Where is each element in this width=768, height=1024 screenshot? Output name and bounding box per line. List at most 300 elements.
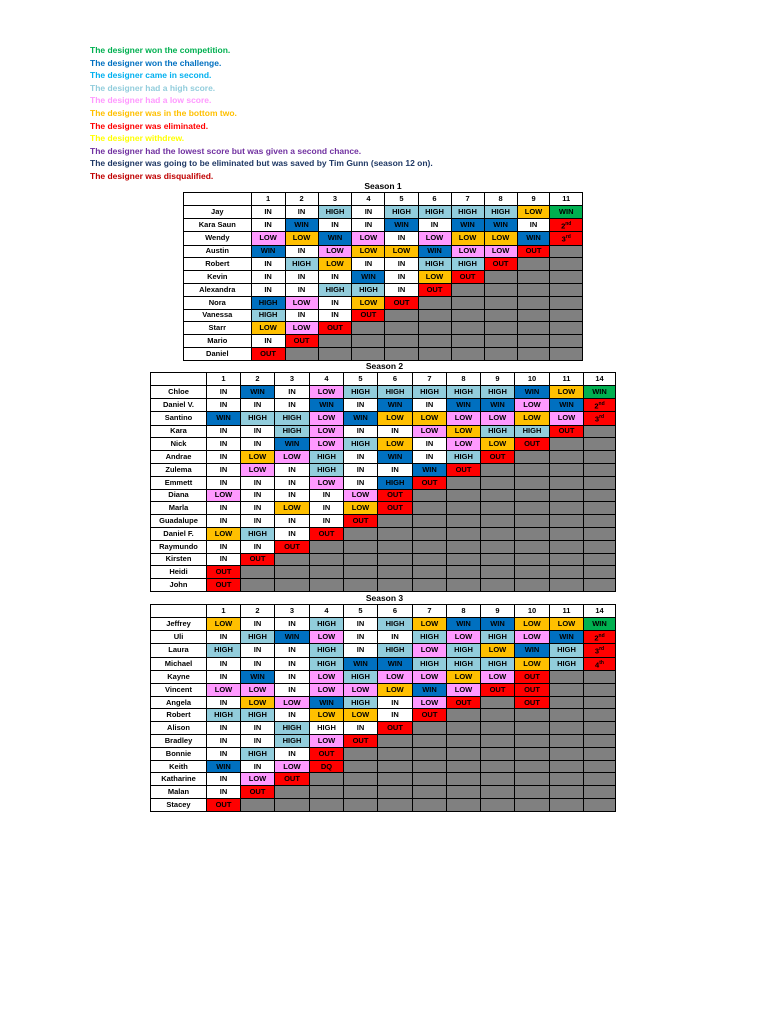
result-cell: LOW [481,644,515,658]
result-cell: LOW [378,671,413,684]
result-cell [451,347,484,360]
result-cell: OUT [447,463,481,476]
result-cell: WIN [275,438,310,451]
result-cell: LOW [515,412,550,426]
result-cell: LOW [310,671,344,684]
result-cell: HIGH [447,451,481,464]
designer-name: Nick [151,438,207,451]
result-cell [413,773,447,786]
episode-header: 7 [451,193,484,206]
designer-name: Daniel [184,347,252,360]
result-cell: IN [207,398,241,412]
result-cell: IN [318,309,352,322]
episode-header: 11 [550,373,584,386]
result-cell [517,296,550,309]
result-cell [241,566,275,579]
legend-item: The designer won the competition. [90,45,231,55]
result-cell: IN [275,683,310,696]
episode-header: 11 [550,193,583,206]
result-cell [584,451,616,464]
result-cell [447,476,481,489]
result-cell: IN [413,438,447,451]
result-cell [584,747,616,760]
result-cell: IN [207,657,241,671]
result-cell [418,335,451,348]
result-cell: HIGH [481,425,515,438]
result-cell: IN [352,258,385,271]
result-cell: IN [241,722,275,735]
designer-row [151,425,616,438]
result-cell: WIN [515,644,550,658]
result-cell [344,773,378,786]
result-cell: OUT [515,683,550,696]
result-cell: IN [310,489,344,502]
result-cell [481,747,515,760]
result-cell: HIGH [275,412,310,426]
result-cell [310,799,344,812]
result-cell [447,489,481,502]
result-cell: OUT [484,258,517,271]
result-cell: LOW [481,412,515,426]
result-cell [515,786,550,799]
result-cell: WIN [584,385,616,398]
result-cell [584,760,616,773]
result-cell: HIGH [241,527,275,540]
result-cell [584,671,616,684]
result-cell: IN [207,747,241,760]
result-cell [451,322,484,335]
result-cell: LOW [241,683,275,696]
result-cell [517,258,550,271]
result-cell: HIGH [344,671,378,684]
result-cell: HIGH [447,644,481,658]
result-cell [447,747,481,760]
result-cell: LOW [207,617,241,630]
episode-header: 11 [550,605,584,618]
result-cell: IN [207,630,241,644]
result-cell: OUT [515,438,550,451]
result-cell: IN [207,722,241,735]
season-3-table [150,604,616,812]
result-cell: HIGH [207,709,241,722]
result-cell: WIN [584,617,616,630]
season-title: Season 2 [365,361,404,371]
result-cell: HIGH [285,258,318,271]
result-cell: IN [275,527,310,540]
place-number: 2 [594,401,599,411]
designer-row [184,258,583,271]
result-cell: IN [275,385,310,398]
designer-name: Keith [151,760,207,773]
episode-header: 14 [584,605,616,618]
result-cell: OUT [207,579,241,592]
result-cell: IN [207,451,241,464]
result-cell [344,747,378,760]
place-suffix: th [599,659,604,666]
designer-row [151,527,616,540]
result-cell: HIGH [251,296,285,309]
result-cell: DQ [310,760,344,773]
designer-row [151,760,616,773]
result-cell [344,760,378,773]
result-cell [241,799,275,812]
result-cell [515,566,550,579]
result-cell [584,709,616,722]
result-cell: LOW [378,438,413,451]
result-cell: IN [378,709,413,722]
result-cell [352,322,385,335]
result-cell: LOW [550,617,584,630]
result-cell [481,463,515,476]
result-cell: HIGH [251,309,285,322]
result-cell: WIN [481,398,515,412]
episode-header: 5 [344,605,378,618]
result-cell: LOW [310,683,344,696]
result-cell: WIN [484,218,517,232]
result-cell: LOW [310,476,344,489]
result-cell: WIN [413,683,447,696]
result-cell: IN [378,696,413,709]
result-cell: WIN [550,205,583,218]
result-cell: HIGH [310,722,344,735]
result-cell: IN [241,760,275,773]
place-suffix: rd [599,646,605,653]
result-cell: HIGH [310,644,344,658]
result-cell [378,760,413,773]
result-cell: IN [285,245,318,258]
result-cell: LOW [517,205,550,218]
result-cell [550,722,584,735]
result-cell: LOW [285,296,318,309]
result-cell: LOW [207,527,241,540]
designer-name: Emmett [151,476,207,489]
result-cell [515,527,550,540]
designer-name: Laura [151,644,207,658]
place-number: 2 [594,633,599,643]
result-cell: HIGH [451,205,484,218]
result-cell: HIGH [447,657,481,671]
result-cell [515,502,550,515]
result-cell [550,335,583,348]
result-cell: IN [318,296,352,309]
result-cell: IN [241,425,275,438]
episode-header: 6 [378,605,413,618]
result-cell [413,760,447,773]
result-cell [584,502,616,515]
result-cell [550,683,584,696]
result-cell [515,553,550,566]
designer-row [151,515,616,528]
result-cell [484,335,517,348]
episode-header: 5 [385,193,418,206]
episode-header: 3 [275,605,310,618]
result-cell: IN [275,463,310,476]
result-cell: LOW [385,245,418,258]
result-cell: LOW [413,425,447,438]
result-cell: HIGH [378,617,413,630]
result-cell [517,283,550,296]
episode-header: 7 [413,605,447,618]
result-cell: LOW [378,412,413,426]
result-cell: IN [418,218,451,232]
result-cell: IN [344,630,378,644]
result-cell [515,489,550,502]
result-cell [481,709,515,722]
result-cell [275,579,310,592]
result-cell [550,283,583,296]
episode-header: 1 [207,373,241,386]
result-cell: LOW [318,258,352,271]
designer-row [151,683,616,696]
episode-header: 9 [481,605,515,618]
result-cell [550,489,584,502]
result-cell [447,540,481,553]
result-cell [550,218,583,232]
result-cell: IN [241,644,275,658]
result-cell: IN [344,644,378,658]
result-cell: IN [207,438,241,451]
legend-item: The designer came in second. [90,70,212,81]
result-cell [550,579,584,592]
result-cell: IN [413,451,447,464]
designer-name: Starr [184,322,252,335]
result-cell: IN [207,671,241,684]
result-cell: IN [275,747,310,760]
designer-row [151,385,616,398]
result-cell [413,515,447,528]
result-cell [447,735,481,748]
color-legend [90,44,433,183]
designer-name: Alison [151,722,207,735]
result-cell: OUT [385,296,418,309]
result-cell: HIGH [241,709,275,722]
result-cell [378,773,413,786]
result-cell: IN [207,476,241,489]
result-cell: IN [251,205,285,218]
result-cell: WIN [418,245,451,258]
result-cell: LOW [413,412,447,426]
result-cell: IN [275,489,310,502]
result-cell [584,657,616,671]
designer-name: Alexandra [184,283,252,296]
result-cell [515,476,550,489]
result-cell: HIGH [352,283,385,296]
designer-name: Robert [151,709,207,722]
result-cell [550,773,584,786]
result-cell [584,476,616,489]
result-cell [447,709,481,722]
result-cell: LOW [344,502,378,515]
result-cell: LOW [451,232,484,246]
result-cell [550,696,584,709]
result-cell: IN [310,515,344,528]
result-cell [550,566,584,579]
result-cell: LOW [550,412,584,426]
result-cell: IN [241,540,275,553]
result-cell [550,515,584,528]
result-cell [275,786,310,799]
result-cell: LOW [310,630,344,644]
episode-header: 2 [241,373,275,386]
result-cell [515,773,550,786]
legend-item: The designer was in the bottom two. [90,107,237,118]
result-cell: OUT [310,747,344,760]
designer-name: Daniel V. [151,398,207,412]
designer-row [184,335,583,348]
result-cell [413,527,447,540]
designer-name: Kirsten [151,553,207,566]
episode-header: 4 [310,605,344,618]
result-cell: OUT [275,540,310,553]
result-cell [447,786,481,799]
result-cell: IN [251,335,285,348]
result-cell: IN [285,205,318,218]
designer-row [151,412,616,426]
result-cell: WIN [378,398,413,412]
result-cell: IN [344,463,378,476]
designer-name: Stacey [151,799,207,812]
result-cell [517,322,550,335]
result-cell: LOW [484,245,517,258]
place-suffix: nd [565,220,572,227]
result-cell: LOW [207,683,241,696]
header-blank-cell [184,193,252,206]
episode-header: 5 [344,373,378,386]
result-cell [352,347,385,360]
result-cell: IN [318,271,352,284]
result-cell: WIN [550,630,584,644]
result-cell [584,412,616,426]
result-cell [584,722,616,735]
designer-row [151,553,616,566]
result-cell [550,463,584,476]
episode-header: 9 [517,193,550,206]
designer-name: John [151,579,207,592]
result-cell: HIGH [241,747,275,760]
result-cell: WIN [517,232,550,246]
result-cell [447,773,481,786]
result-cell: OUT [413,709,447,722]
designer-name: Santino [151,412,207,426]
episode-header: 9 [481,373,515,386]
designer-row [151,709,616,722]
result-cell [447,579,481,592]
result-cell: HIGH [310,451,344,464]
result-cell [413,502,447,515]
result-cell [550,347,583,360]
result-cell: OUT [344,515,378,528]
result-cell: LOW [413,671,447,684]
legend-item: The designer was going to be eliminated but was saved by Tim Gunn (season 12 on). [90,158,433,169]
result-cell: HIGH [275,722,310,735]
result-cell [550,451,584,464]
result-cell: IN [378,630,413,644]
result-cell: IN [352,205,385,218]
designer-name: Vanessa [184,309,252,322]
designer-row [151,657,616,671]
result-cell: IN [275,398,310,412]
legend-item: The designer had a high score. [90,82,216,93]
result-cell: IN [207,502,241,515]
result-cell [550,709,584,722]
result-cell: WIN [318,232,352,246]
result-cell: HIGH [451,258,484,271]
result-cell: HIGH [413,657,447,671]
designer-row [151,579,616,592]
designer-name: Austin [184,245,252,258]
result-cell [310,540,344,553]
result-cell [584,735,616,748]
result-cell: OUT [207,566,241,579]
result-cell [550,245,583,258]
result-cell [584,773,616,786]
result-cell [378,799,413,812]
result-cell: OUT [413,476,447,489]
designer-row [151,463,616,476]
result-cell: IN [275,709,310,722]
designer-row [184,309,583,322]
result-cell: LOW [241,696,275,709]
designer-name: Raymundo [151,540,207,553]
result-cell: HIGH [550,657,584,671]
result-cell: HIGH [378,385,413,398]
designer-name: Chloe [151,385,207,398]
result-cell [550,540,584,553]
result-cell [275,799,310,812]
result-cell: WIN [285,218,318,232]
result-cell [484,309,517,322]
result-cell: OUT [481,451,515,464]
result-cell: HIGH [481,630,515,644]
episode-header: 8 [447,373,481,386]
result-cell [484,322,517,335]
result-cell [451,309,484,322]
result-cell: HIGH [344,385,378,398]
result-cell: IN [207,540,241,553]
result-cell: WIN [241,385,275,398]
designer-row [151,489,616,502]
result-cell: LOW [207,489,241,502]
result-cell: OUT [378,489,413,502]
result-cell [584,463,616,476]
designer-name: Andrae [151,451,207,464]
result-cell: HIGH [275,425,310,438]
designer-row [151,398,616,412]
result-cell: WIN [344,412,378,426]
result-cell: IN [318,218,352,232]
result-cell [550,735,584,748]
result-cell: LOW [241,463,275,476]
result-cell [447,515,481,528]
designer-name: Kara [151,425,207,438]
result-cell: IN [378,463,413,476]
designer-row [184,322,583,335]
result-cell: HIGH [344,438,378,451]
result-cell: LOW [515,398,550,412]
result-cell [550,747,584,760]
designer-name: Angela [151,696,207,709]
result-cell: LOW [241,773,275,786]
episode-header: 2 [241,605,275,618]
episode-header: 1 [207,605,241,618]
result-cell [584,630,616,644]
result-cell: LOW [275,760,310,773]
designer-name: Michael [151,657,207,671]
result-cell: IN [241,489,275,502]
designer-row [151,644,616,658]
result-cell [584,683,616,696]
designer-row [151,451,616,464]
